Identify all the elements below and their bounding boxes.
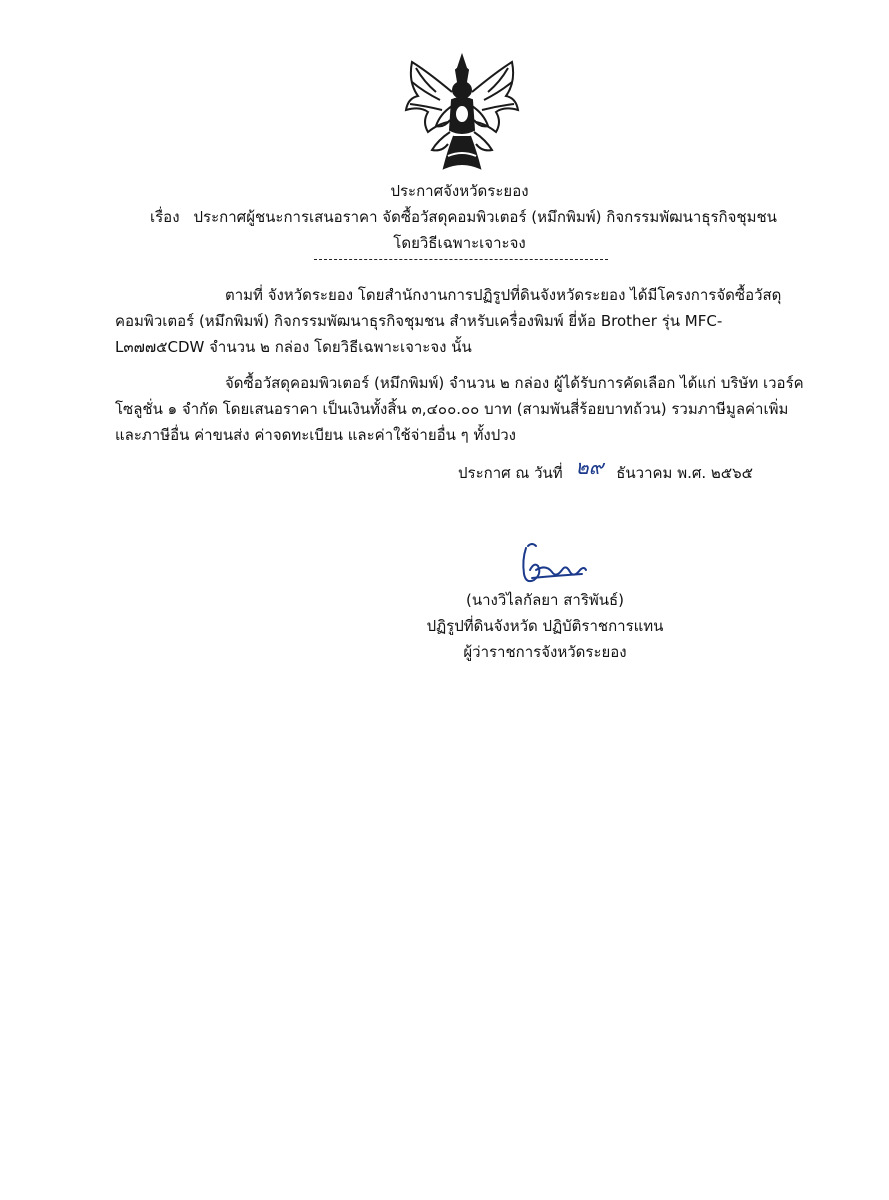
paragraph-1	[115, 282, 804, 360]
date-month-year: ธันวาคม พ.ศ. ๒๕๖๕	[616, 464, 754, 482]
announcement-date	[458, 455, 753, 487]
garuda-emblem-icon	[398, 52, 526, 174]
subject-line	[150, 205, 777, 229]
subject-label: เรื่อง	[150, 208, 180, 226]
handwritten-signature-icon	[512, 540, 592, 590]
page-title: ประกาศจังหวัดระยอง	[390, 182, 529, 200]
procurement-method: โดยวิธีเฉพาะเจาะจง	[393, 234, 526, 252]
signatory-name: (นางวิไลกัลยา สาริพันธ์)	[465, 591, 625, 609]
paragraph-2	[115, 370, 804, 448]
dashed-divider	[314, 259, 608, 260]
paragraph-1-text: ตามที่ จังหวัดระยอง โดยสำนักงานการปฏิรูปที่ดินจังหวัดระยอง ได้มีโครงการจัดซื้อวัสดุคอมพิวเตอร์ (หมึกพิมพ์) กิจกรรมพัฒนาธุรกิจชุมชน สำหรับเครื่องพิมพ์ ยี่ห้อ Brother รุ่น MFC-L๓๗๗๕CDW จำนวน ๒ กล่อง โดยวิธีเฉพาะเจาะจง นั้น	[115, 286, 782, 356]
date-prefix: ประกาศ ณ วันที่	[458, 464, 563, 482]
signatory-position-2: ผู้ว่าราชการจังหวัดระยอง	[463, 643, 627, 661]
signatory-position-1: ปฏิรูปที่ดินจังหวัด ปฏิบัติราชการแทน	[426, 617, 664, 635]
handwritten-day: ๒๙	[575, 455, 604, 479]
paragraph-2-text: จัดซื้อวัสดุคอมพิวเตอร์ (หมึกพิมพ์) จำนวน ๒ กล่อง ผู้ได้รับการคัดเลือก ได้แก่ บริษัท เวอร์ค โซลูชั่น ๑ จำกัด โดยเสนอราคา เป็นเงินทั้งสิ้น ๓,๔๐๐.๐๐ บาท (สามพันสี่ร้อยบาทถ้วน) รวมภาษีมูลค่าเพิ่มและภาษีอื่น ค่าขนส่ง ค่าจดทะเบียน และค่าใช้จ่ายอื่น ๆ ทั้งปวง	[115, 374, 804, 444]
subject-text: ประกาศผู้ชนะการเสนอราคา จัดซื้อวัสดุคอมพิวเตอร์ (หมึกพิมพ์) กิจกรรมพัฒนาธุรกิจชุมชน	[193, 208, 777, 226]
